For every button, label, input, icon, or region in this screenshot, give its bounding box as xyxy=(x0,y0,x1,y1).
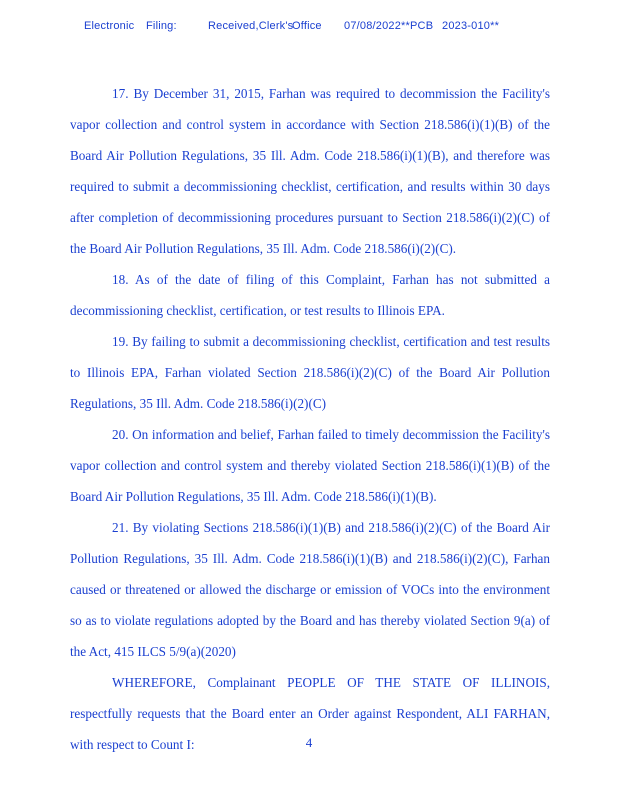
paragraph-18-number: 18. xyxy=(112,272,129,287)
paragraph-21-text: By violating Sections 218.586(i)(1)(B) and 218.586(i)(2)(C) of the Board Air Pollution Regulations, 35 Ill. Adm. Code 218.586(i)(1)(B) and 218.586(i)(2)(C), Farhan caused or threatened or allowed the discharge or emission of VOCs into the environment so as to violate regulations adopted by the Board and has thereby violated Section 9(a) of the Act, 415 ILCS 5/9(a)(2020) xyxy=(70,520,550,659)
paragraph-21-number: 21. xyxy=(112,520,129,535)
page-number: 4 xyxy=(305,735,313,750)
paragraph-21 xyxy=(70,512,550,667)
filing-stamp-part-date: 07/08/2022**PCB xyxy=(344,20,434,32)
filing-stamp-part-electronic: Electronic xyxy=(84,20,135,32)
paragraph-20-text: On information and belief, Farhan failed to timely decommission the Facility's vapor collection and control system and thereby violated Section 218.586(i)(1)(B) of the Board Air Pollution Regulations, 35 Ill. Adm. Code 218.586(i)(1)(B). xyxy=(70,427,551,504)
filing-stamp-part-received: Received,Clerk's xyxy=(208,20,294,32)
paragraph-17 xyxy=(70,78,550,264)
paragraph-19-text: By failing to submit a decommissioning checklist, certification and test results to Illinois EPA, Farhan violated Section 218.586(i)(2)(C) of the Board Air Pollution Regulations, 35 Ill. Adm. Code 218.586(i)(2)(C) xyxy=(70,334,551,411)
paragraph-20-number: 20. xyxy=(112,427,129,442)
paragraph-18 xyxy=(70,264,550,326)
paragraph-19-number: 19. xyxy=(112,334,129,349)
paragraph-20 xyxy=(70,419,550,512)
document-body xyxy=(70,78,550,760)
paragraph-19 xyxy=(70,326,550,419)
filing-stamp-part-filing: Filing: xyxy=(146,20,177,32)
paragraph-17-number: 17. xyxy=(112,86,129,101)
filing-stamp-part-office: Office xyxy=(292,20,322,32)
closing-paragraph-text: WHEREFORE, Complainant PEOPLE OF THE STATE OF ILLINOIS, respectfully requests that the Board enter an Order against Respondent, ALI FARHAN, with respect to Count I: xyxy=(70,675,550,752)
paragraph-17-text: By December 31, 2015, Farhan was required to decommission the Facility's vapor collection and control system in accordance with Section 218.586(i)(1)(B) of the Board Air Pollution Regulations, 35 Ill. Adm. Code 218.586(i)(1)(B), and therefore was required to submit a decommissioning checklist, certification, and results within 30 days after completion of decommissioning procedures pursuant to Section 218.586(i)(2)(C) of the Board Air Pollution Regulations, 35 Ill. Adm. Code 218.586(i)(2)(C). xyxy=(70,86,550,256)
paragraph-18-text: As of the date of filing of this Complaint, Farhan has not submitted a decommissioning checklist, certification, or test results to Illinois EPA. xyxy=(70,272,550,318)
filing-stamp: Electronic Filing: Received,Clerk's Office 07/08/2022**PCB 2023-010** xyxy=(84,20,500,32)
